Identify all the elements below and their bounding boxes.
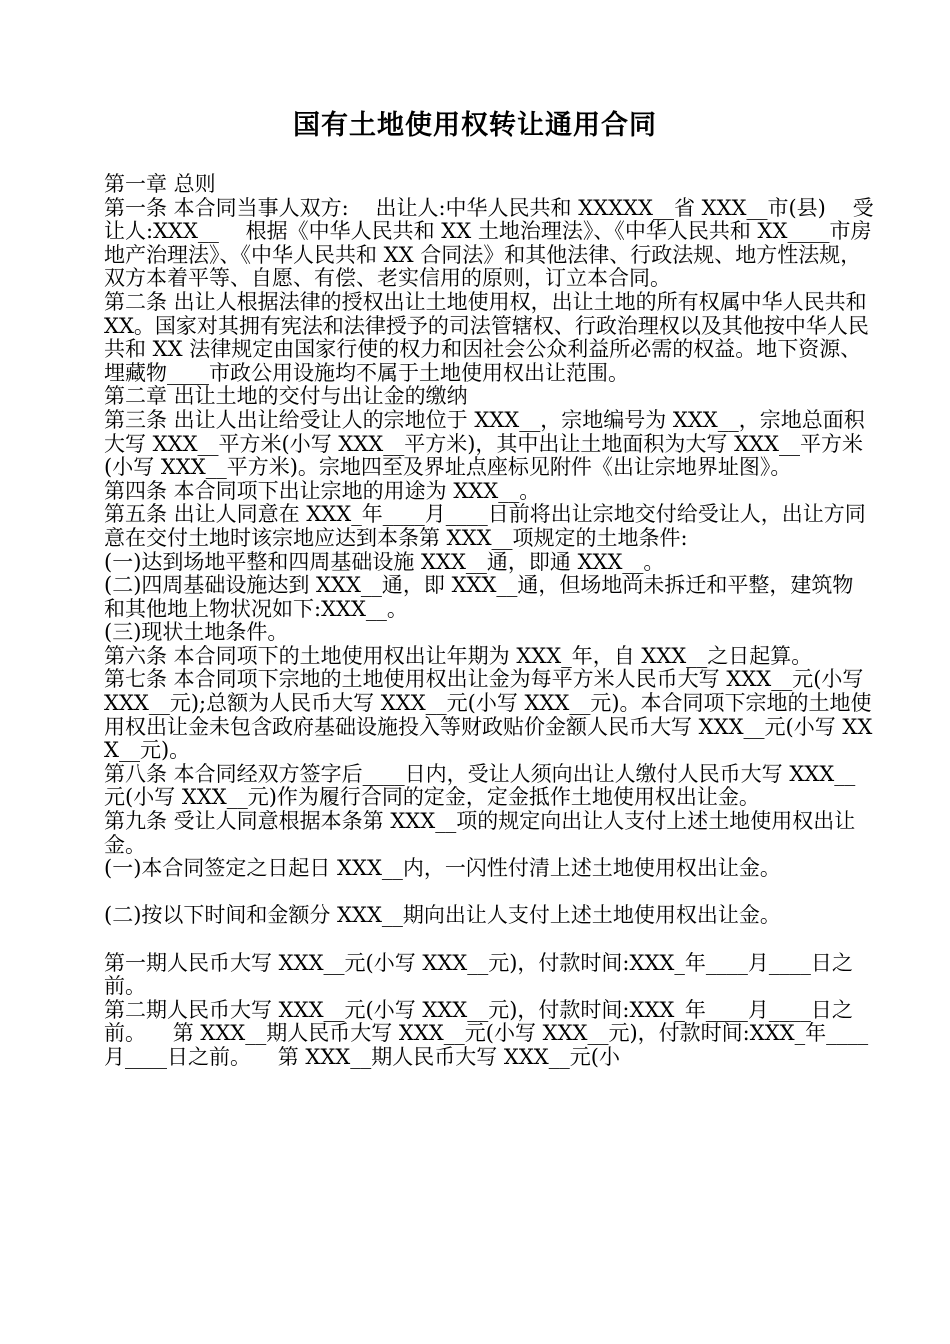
clause-item: (二)四周基础设施达到 XXX__通，即 XXX__通，但场地尚未拆迁和平整，建筑物和其他地上物状况如下:XXX__。 [104,573,854,621]
article-paragraph: 第二条 出让人根据法律的授权出让土地使用权，出让土地的所有权属中华人民共和 XX。国家对其拥有宪法和法律授予的司法管辖权、行政治理权以及其他按中华人民共和 XX 法律规定由国家行使的权力和因社会公众利益所必需的权益。地下资源、埋藏物____市政公用设施均不属于土地使用权出让范围。 [104,289,874,385]
chapter-heading: 第一章 总则 [104,172,216,196]
clause-item: (二)按以下时间和金额分 XXX__期向出让人支付上述土地使用权出让金。 [104,903,781,928]
article-paragraph: 第九条 受让人同意根据本条第 XXX__项的规定向出让人支付上述土地使用权出让金。 [104,809,856,857]
article-paragraph: 第八条 本合同经双方签字后____日内，受让人须向出让人缴付人民币大写 XXX__元(小写 XXX__元)作为履行合同的定金，定金抵作土地使用权出让金。 [104,761,856,810]
payment-installment: 第二期人民币大写 XXX__元(小写 XXX__元)，付款时间:XXX_年____月____日之前。 第 XXX__期人民币大写 XXX__元(小写 XXX__元)，付款时间:XXX_年____月____日之前。 第 XXX__期人民币大写 XXX__元(小 [104,997,869,1069]
document-title: 国有土地使用权转让通用合同 [293,110,657,141]
article-paragraph: 第一条 本合同当事人双方: 出让人:中华人民共和 XXXXX__省 XXX__市(县) 受让人:XXX__ 根据《中华人民共和 XX 土地治理法》、《中华人民共和 XX____市房地产治理法》、《中华人民共和 XX 合同法》和其他法律、行政法规、地方性法规，双方本着平等、自愿、有偿、老实信用的原则，订立本合同。 [104,195,874,291]
chapter-heading: 第二章 出让土地的交付与出让金的缴纳 [104,384,468,409]
payment-installment: 第一期人民币大写 XXX__元(小写 XXX__元)，付款时间:XXX_年____月____日之前。 [104,950,853,999]
clause-item: (一)达到场地平整和四周基础设施 XXX__通，即通 XXX__。 [104,549,665,574]
article-paragraph: 第四条 本合同项下出让宗地的用途为 XXX__。 [104,478,541,503]
article-paragraph: 第五条 出让人同意在 XXX_年____月____日前将出让宗地交付给受让人，出让方同意在交付土地时该宗地应达到本条第 XXX__项规定的土地条件: [104,502,866,550]
clause-item: (一)本合同签定之日起日 XXX__内，一闪性付清上述土地使用权出让金。 [104,856,781,881]
clause-item: (三)现状土地条件。 [104,620,289,645]
article-paragraph: 第三条 出让人出让给受让人的宗地位于 XXX__，宗地编号为 XXX__，宗地总面积大写 XXX__平方米(小写 XXX__平方米)，其中出让土地面积为大写 XXX__平方米(小写 XXX__平方米)。宗地四至及界址点座标见附件《出让宗地界址图》。 [104,407,865,480]
document-body [104,173,874,1070]
article-paragraph: 第七条 本合同项下宗地的土地使用权出让金为每平方米人民币大写 XXX__元(小写 XXX__元);总额为人民币大写 XXX__元(小写 XXX__元)。本合同项下宗地的土地使用权出让金未包含政府基础设施投入等财政贴价金额人民币大写 XXX__元(小写 XXX__元)。 [104,667,873,763]
article-paragraph: 第六条 本合同项下的土地使用权出让年期为 XXX_年，自 XXX__之日起算。 [104,643,813,668]
